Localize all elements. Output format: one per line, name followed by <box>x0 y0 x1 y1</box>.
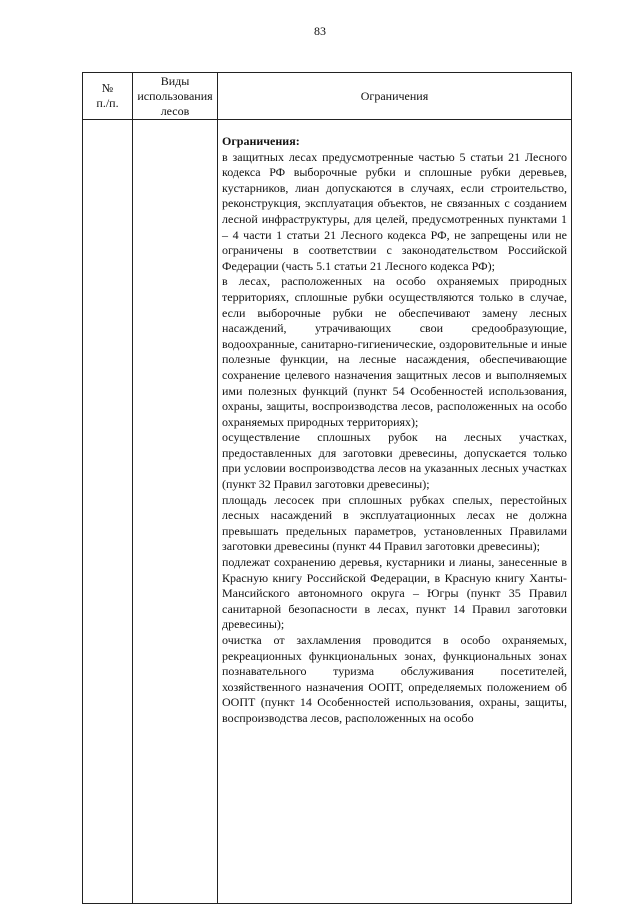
header-restrictions-label: Ограничения <box>360 88 429 103</box>
table-row <box>83 120 572 904</box>
restriction-paragraph: подлежат сохранению деревья, кустарники и лианы, занесенные в Красную книгу Российской Федерации, в Красную книгу Ханты-Мансийского автономного округа – Югры (пункт 35 Правил санитарной безопасности в лесах, пункт 14 Правил заготовки древесины); <box>222 555 567 632</box>
header-restrictions <box>218 73 572 120</box>
restrictions-table <box>82 72 572 904</box>
restriction-paragraph: осуществление сплошных рубок на лесных участках, предоставленных для заготовки древесины, допускается только при условии воспроизводства лесов на указанных лесных участках (пункт 32 Правил заготовки древесины); <box>222 430 567 492</box>
header-number-label: № п./п. <box>96 81 119 110</box>
restrictions-heading: Ограничения: <box>222 134 300 148</box>
restriction-paragraph: в защитных лесах предусмотренные частью 5 статьи 21 Лесного кодекса РФ выборочные рубки и сплошные рубки деревьев, кустарников, лиан допускаются в случаях, если строительство, реконструкция, эксплуатация объектов, не связанных с созданием лесной инфраструктуры, для целей, предусмотренных пунктами 1 – 4 части 1 статьи 21 Лесного кодекса РФ, не запрещены или не ограничены в соответствии с законодательством Российской Федерации (часть 5.1 статьи 21 Лесного кодекса РФ); <box>222 149 567 273</box>
cell-restrictions <box>218 120 572 904</box>
restrictions-content <box>218 120 571 727</box>
restriction-paragraph: площадь лесосек при сплошных рубках спелых, перестойных лесных насаждений в эксплуатационных лесах не должна превышать предельных параметров, установленных Правилами заготовки древесины (пункт 44 Правил заготовки древесины); <box>222 492 567 554</box>
table-header-row <box>83 73 572 120</box>
cell-kinds <box>133 120 218 904</box>
header-kinds-label: Виды использования лесов <box>137 73 213 118</box>
restriction-paragraph: очистка от захламления проводится в особо охраняемых, рекреационных функциональных зонах, функциональных зонах познавательного туризма обслуживания посетителей, хозяйственного назначения ООПТ, определяемых положением об ООПТ (пункт 14 Особенностей использования, охраны, защиты, воспроизводства лесов, расположенных на особо <box>222 633 567 725</box>
header-kinds <box>133 73 218 120</box>
cell-number <box>83 120 133 904</box>
restriction-paragraph: в лесах, расположенных на особо охраняемых природных территориях, сплошные рубки осуществляются только в случае, если выборочные рубки не обеспечивают замену лесных насаждений, утрачивающих свои средообразующие, водоохранные, санитарно-гигиенические, оздоровительные и иные полезные функции, на лесные насаждения, обеспечивающие сохранение целевого назначения защитных лесов и выполняемых ими полезных функций (пункт 54 Особенностей использования, охраны, защиты, воспроизводства лесов, расположенных на особо охраняемых природных территориях); <box>222 274 567 429</box>
header-number <box>83 73 133 120</box>
page-number: 83 <box>314 24 326 38</box>
table-clip <box>0 72 640 905</box>
